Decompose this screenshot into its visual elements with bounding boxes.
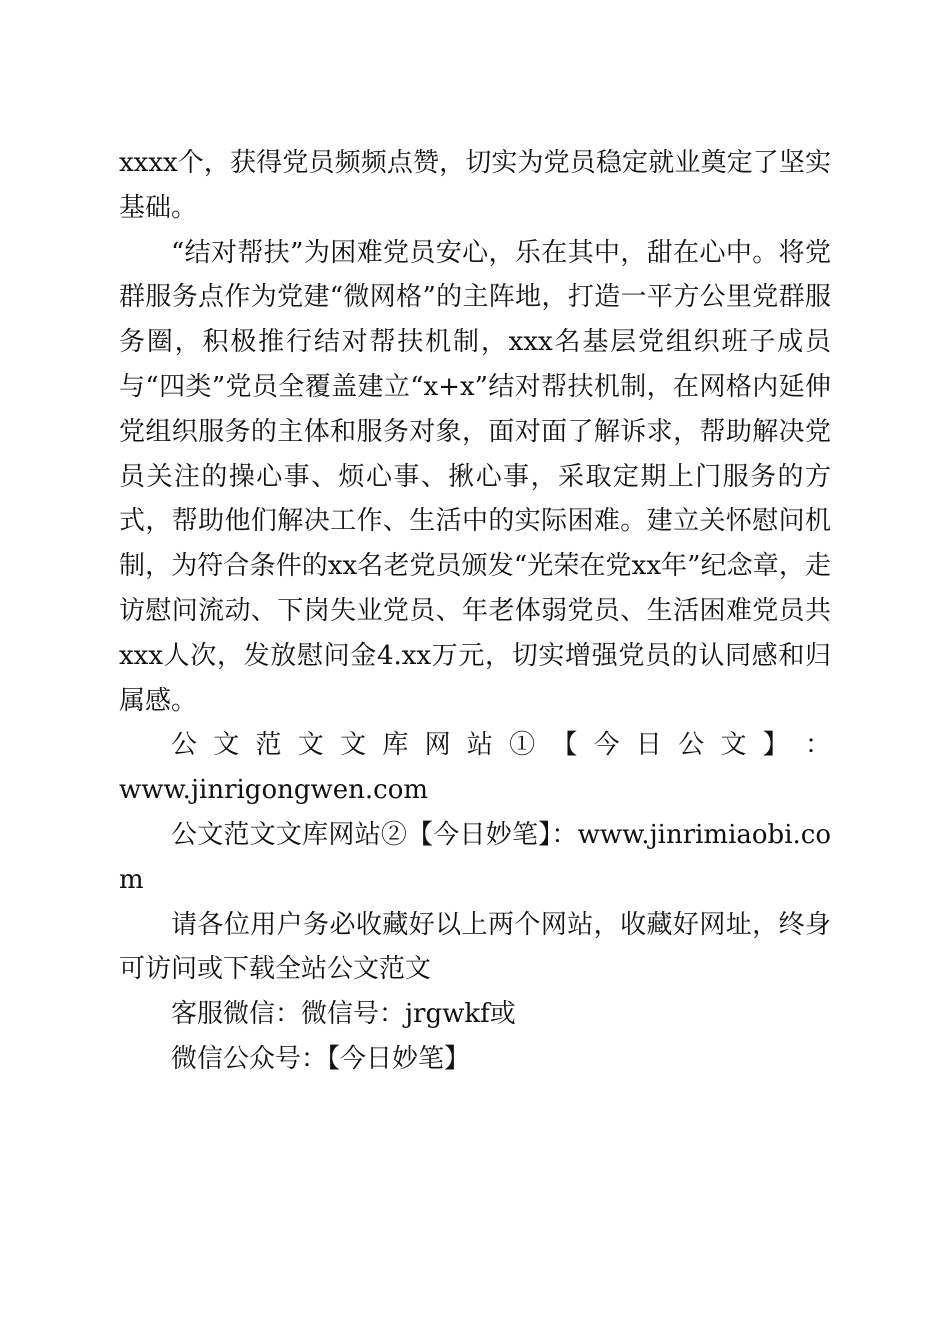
bookmark-notice: 请各位用户务必收藏好以上两个网站，收藏好网址，终身可访问或下载全站公文范文 xyxy=(119,909,831,985)
document-page xyxy=(119,141,831,1082)
site2-line[interactable]: 公文范文文库网站②【今日妙笔】：www.jinrimiaobi.com xyxy=(119,819,831,895)
site1-url[interactable]: www.jinrigongwen.com xyxy=(119,775,429,806)
official-account-line: 微信公众号：【今日妙笔】 xyxy=(171,1043,471,1074)
wechat-line: 客服微信：微信号：jrgwkf或 xyxy=(171,999,516,1030)
site1-label: 公 文 范 文 文 库 网 站 ① 【 今 日 公 文 】 ： xyxy=(171,730,831,761)
paragraph-continuation: xxxx个，获得党员频频点赞，切实为党员稳定就业奠定了坚实基础。 xyxy=(119,148,831,223)
paragraph-pairing-assistance: “结对帮扶”为困难党员安心，乐在其中，甜在心中。将党群服务点作为党建“微网格”的主阵地，打造一平方公里党群服务圈，积极推行结对帮扶机制，xxx名基层党组织班子成员与“四类”党员全覆盖建立“x+x”结对帮扶机制，在网格内延伸党组织服务的主体和服务对象，面对面了解诉求，帮助解决党员关注的操心事、烦心事、揪心事，采取定期上门服务的方式，帮助他们解决工作、生活中的实际困难。建立关怀慰问机制，为符合条件的xx名老党员颁发“光荣在党xx年”纪念章，走访慰问流动、下岗失业党员、年老体弱党员、生活困难党员共xxx人次，发放慰问金4.xx万元，切实增强党员的认同感和归属感。 xyxy=(119,237,831,716)
